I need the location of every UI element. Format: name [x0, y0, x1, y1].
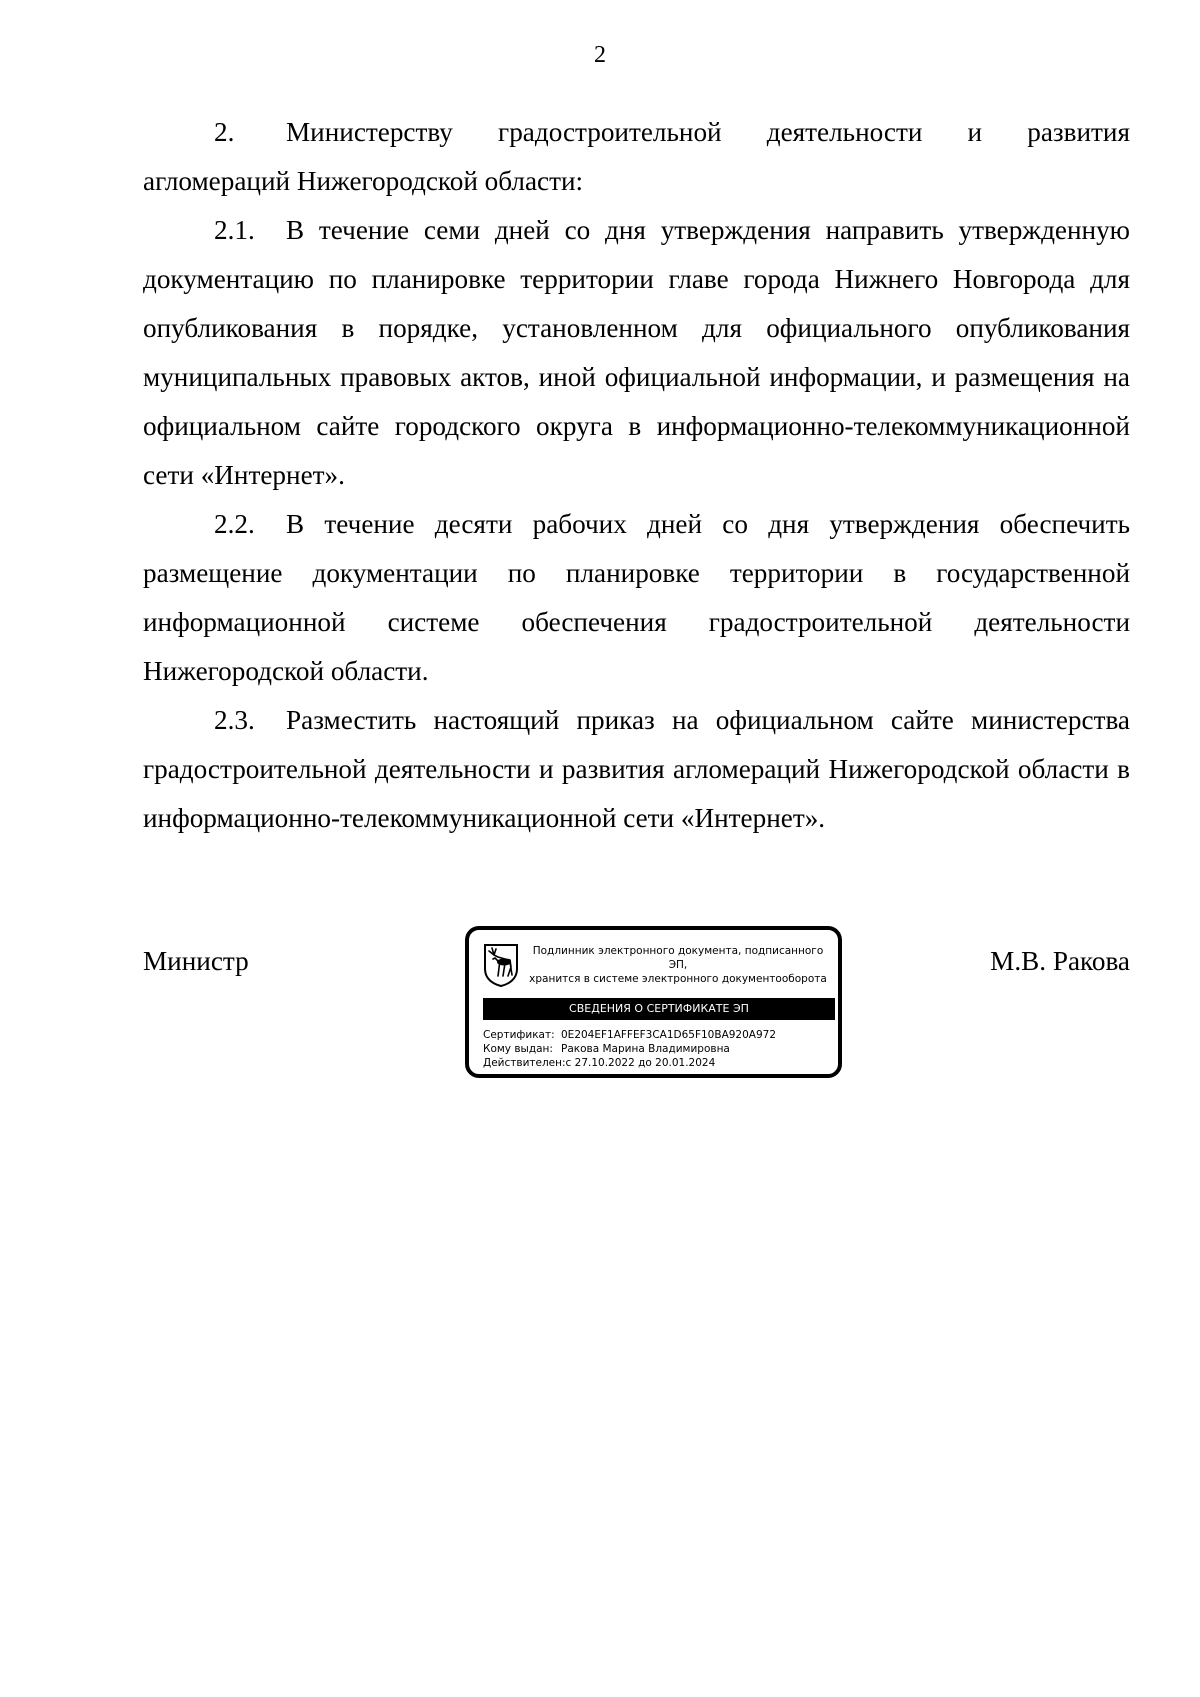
paragraph-text: В течение семи дней со дня утверждения направить утвержденную документацию по планировке территории главе города Нижнего Новгорода для опубликования в порядке, установленном для официального опубликования муниципальных правовых актов, иной официальной информации, и размещения на официальном сайте городского округа в информационно-телекоммуникационной сети «Интернет». [143, 215, 1130, 490]
paragraph-2 [143, 108, 1130, 206]
paragraph-number: 2.2. [214, 509, 255, 539]
paragraph-number: 2.1. [214, 215, 255, 245]
certificate-details [483, 1028, 835, 1070]
validity-row [483, 1056, 835, 1070]
signatory-name: М.В. Ракова [990, 946, 1130, 976]
certificate-info-bar: СВЕДЕНИЯ О СЕРТИФИКАТЕ ЭП [483, 998, 835, 1020]
issued-to-value: Ракова Марина Владимировна [561, 1043, 730, 1055]
stamp-header-line: хранится в системе электронного документооборота [529, 973, 827, 985]
paragraph-2-3 [143, 696, 1130, 843]
paragraph-2-1 [143, 206, 1130, 500]
certificate-row [483, 1028, 835, 1042]
validity-label: Действителен: [483, 1057, 566, 1069]
validity-value: с 27.10.2022 до 20.01.2024 [565, 1057, 716, 1069]
paragraph-2-2 [143, 500, 1130, 696]
paragraph-text: Разместить настоящий приказ на официальном сайте министерства градостроительной деятельности и развития агломераций Нижегородской области в информационно-телекоммуникационной сети «Интернет». [143, 705, 1130, 833]
signatory-position: Министр [143, 946, 249, 976]
stamp-header [523, 944, 833, 986]
paragraph-text: В течение десяти рабочих дней со дня утверждения обеспечить размещение документации по планировке территории в государственной информационной системе обеспечения градостроительной деятельности Нижегородской области. [143, 509, 1130, 686]
paragraph-number: 2.3. [214, 705, 255, 735]
signature-block [143, 920, 1130, 1090]
paragraph-text: Министерству градостроительной деятельности и развития агломераций Нижегородской области: [143, 117, 1130, 196]
page-number: 2 [594, 42, 606, 68]
issued-to-row [483, 1042, 835, 1056]
electronic-signature-stamp [465, 926, 842, 1078]
nizhny-novgorod-deer-emblem-icon [483, 943, 519, 987]
certificate-value: 0E204EF1AFFEF3CA1D65F10BA920A972 [561, 1029, 777, 1041]
paragraph-number: 2. [214, 117, 235, 147]
stamp-header-line: Подлинник электронного документа, подписанного ЭП, [532, 945, 824, 971]
document-body [143, 108, 1130, 843]
certificate-label: Сертификат: [483, 1029, 555, 1041]
issued-to-label: Кому выдан: [483, 1043, 553, 1055]
